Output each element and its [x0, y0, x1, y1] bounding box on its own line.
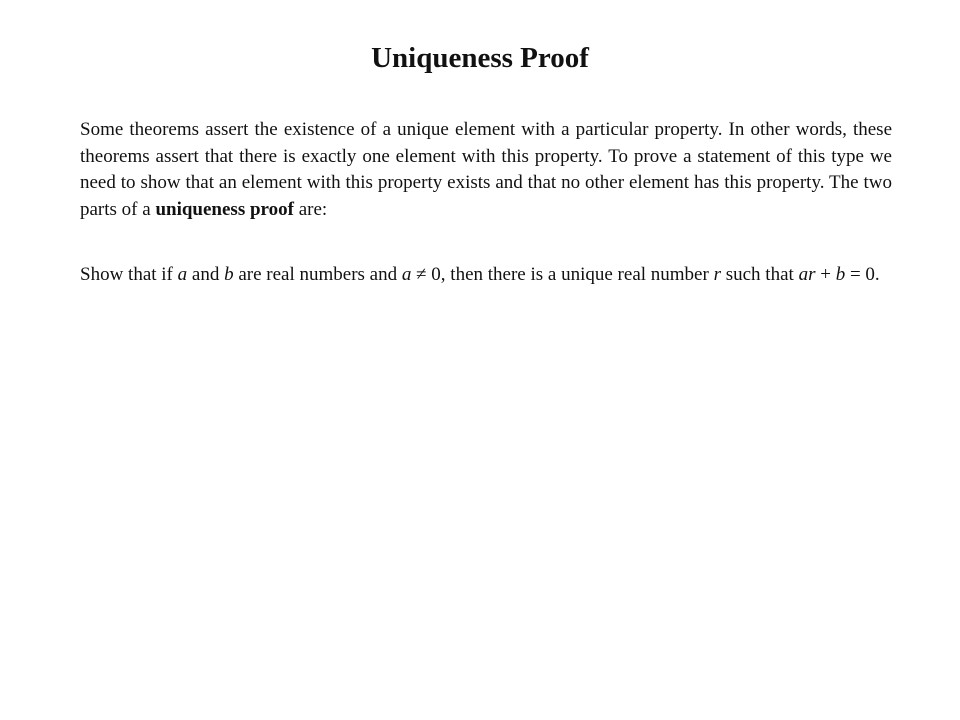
slide-title: Uniqueness Proof	[371, 42, 589, 74]
math-variable: b	[835, 264, 846, 285]
math-variable: r	[713, 264, 721, 285]
problem-text: Show that if	[80, 264, 178, 285]
uniqueness-proof-term: uniqueness proof	[155, 198, 294, 220]
intro-paragraph	[80, 117, 892, 223]
math-expression: ar	[798, 264, 816, 285]
problem-text: such that	[720, 264, 799, 285]
math-variable: a	[177, 264, 188, 285]
problem-text: are real numbers and	[233, 264, 402, 285]
intro-text-before: Some theorems assert the existence of a unique element with a particular property. In other words, these theorems assert that there is exactly one element with this property. To prove a statement of this type we need to show that an element with this property exists and that no other element has this property. The two parts of a	[80, 119, 892, 220]
problem-text: +	[815, 264, 836, 285]
math-variable: b	[224, 264, 234, 285]
math-variable: a	[401, 264, 412, 285]
problem-text: and	[187, 264, 225, 285]
problem-statement	[80, 261, 892, 289]
problem-text: = 0.	[845, 264, 880, 285]
intro-text-after: are:	[293, 198, 328, 220]
problem-text: ≠ 0, then there is a unique real number	[411, 264, 714, 285]
